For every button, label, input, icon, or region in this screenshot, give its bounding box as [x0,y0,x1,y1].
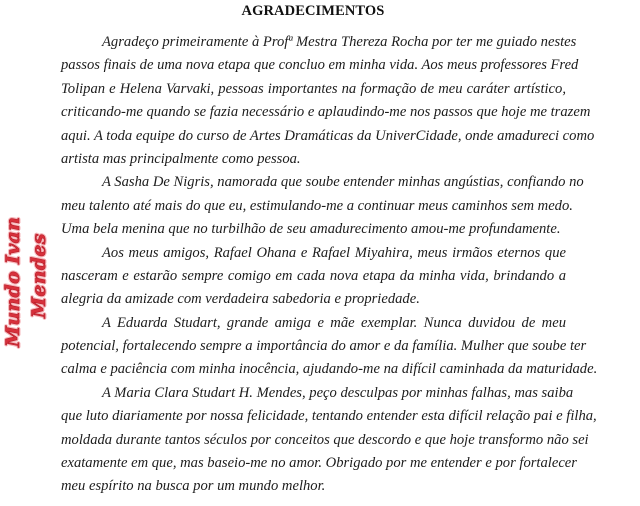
paragraph-advisor [61,31,595,171]
paragraph-girlfriend [61,171,584,241]
text-line: A Maria Clara Studart H. Mendes, peço desculpas por minhas falhas, mas saiba [102,384,574,401]
text-line: criticando-me quando se fazia necessário e aplaudindo-me nos passos que hoje me trazem [61,104,591,121]
page-title: AGRADECIMENTOS [241,3,385,19]
text-line: potencial, fortalecendo sempre a importância do amor e da família. Mulher que soube ter [61,338,587,355]
text-line: alegria da amizade com verdadeira sabedoria e propriedade. [61,291,420,308]
text-line: calma e paciência com minha inocência, ajudando-me na difícil caminhada da maturidade. [61,361,598,378]
text-line: meu talento até mais do que eu, estimulando-me a continuar meus caminhos sem medo. [61,197,573,214]
text-line: Agradeço primeiramente à Profª Mestra Thereza Rocha por ter me guiado nestes [102,34,577,50]
text-line: meu espírito na busca por um mundo melhor. [61,478,326,495]
text-line: Uma bela menina que no turbilhão de seu amadurecimento amou-me profundamente. [61,221,561,238]
paragraph-daughter [61,382,597,499]
paragraph-mother [61,312,598,382]
acknowledgements-body [61,31,598,499]
text-line: aqui. A toda equipe do curso de Artes Dramáticas da UniverCidade, onde amadureci como [61,127,595,144]
text-line: artista mas principalmente como pessoa. [61,150,301,167]
text-line: Tolipan e Helena Varvaki, pessoas importantes na formação de meu caráter artístico, [61,80,566,97]
text-line: passos finais de uma nova etapa que concluo em minha vida. Aos meus professores Fred [61,57,579,74]
text-line: exatamente em que, mas baseio-me no amor. Obrigado por me entender e por fortalecer [61,455,577,472]
watermark [0,0,60,506]
text-line: Aos meus amigos, Rafael Ohana e Rafael Miyahira, meus irmãos eternos que [102,244,566,261]
text-line: que luto diariamente por nossa felicidade, tentando entender esta difícil relação pai e filha, [61,408,597,425]
watermark-text-line-1: Mundo Ivan [2,216,24,347]
text-line: nasceram e estarão sempre comigo em cada nova etapa da minha vida, brindando a [61,267,566,284]
watermark-text-line-2: Mendes [28,233,50,318]
text-line: A Sasha De Nigris, namorada que soube entender minhas angústias, confiando no [102,174,584,191]
text-line: A Eduarda Studart, grande amiga e mãe exemplar. Nunca duvidou de meu [102,314,566,331]
paragraph-friends [61,242,566,312]
text-line: moldada durante tantos séculos por conceitos que descordo e que hoje transformo não sei [61,431,589,448]
